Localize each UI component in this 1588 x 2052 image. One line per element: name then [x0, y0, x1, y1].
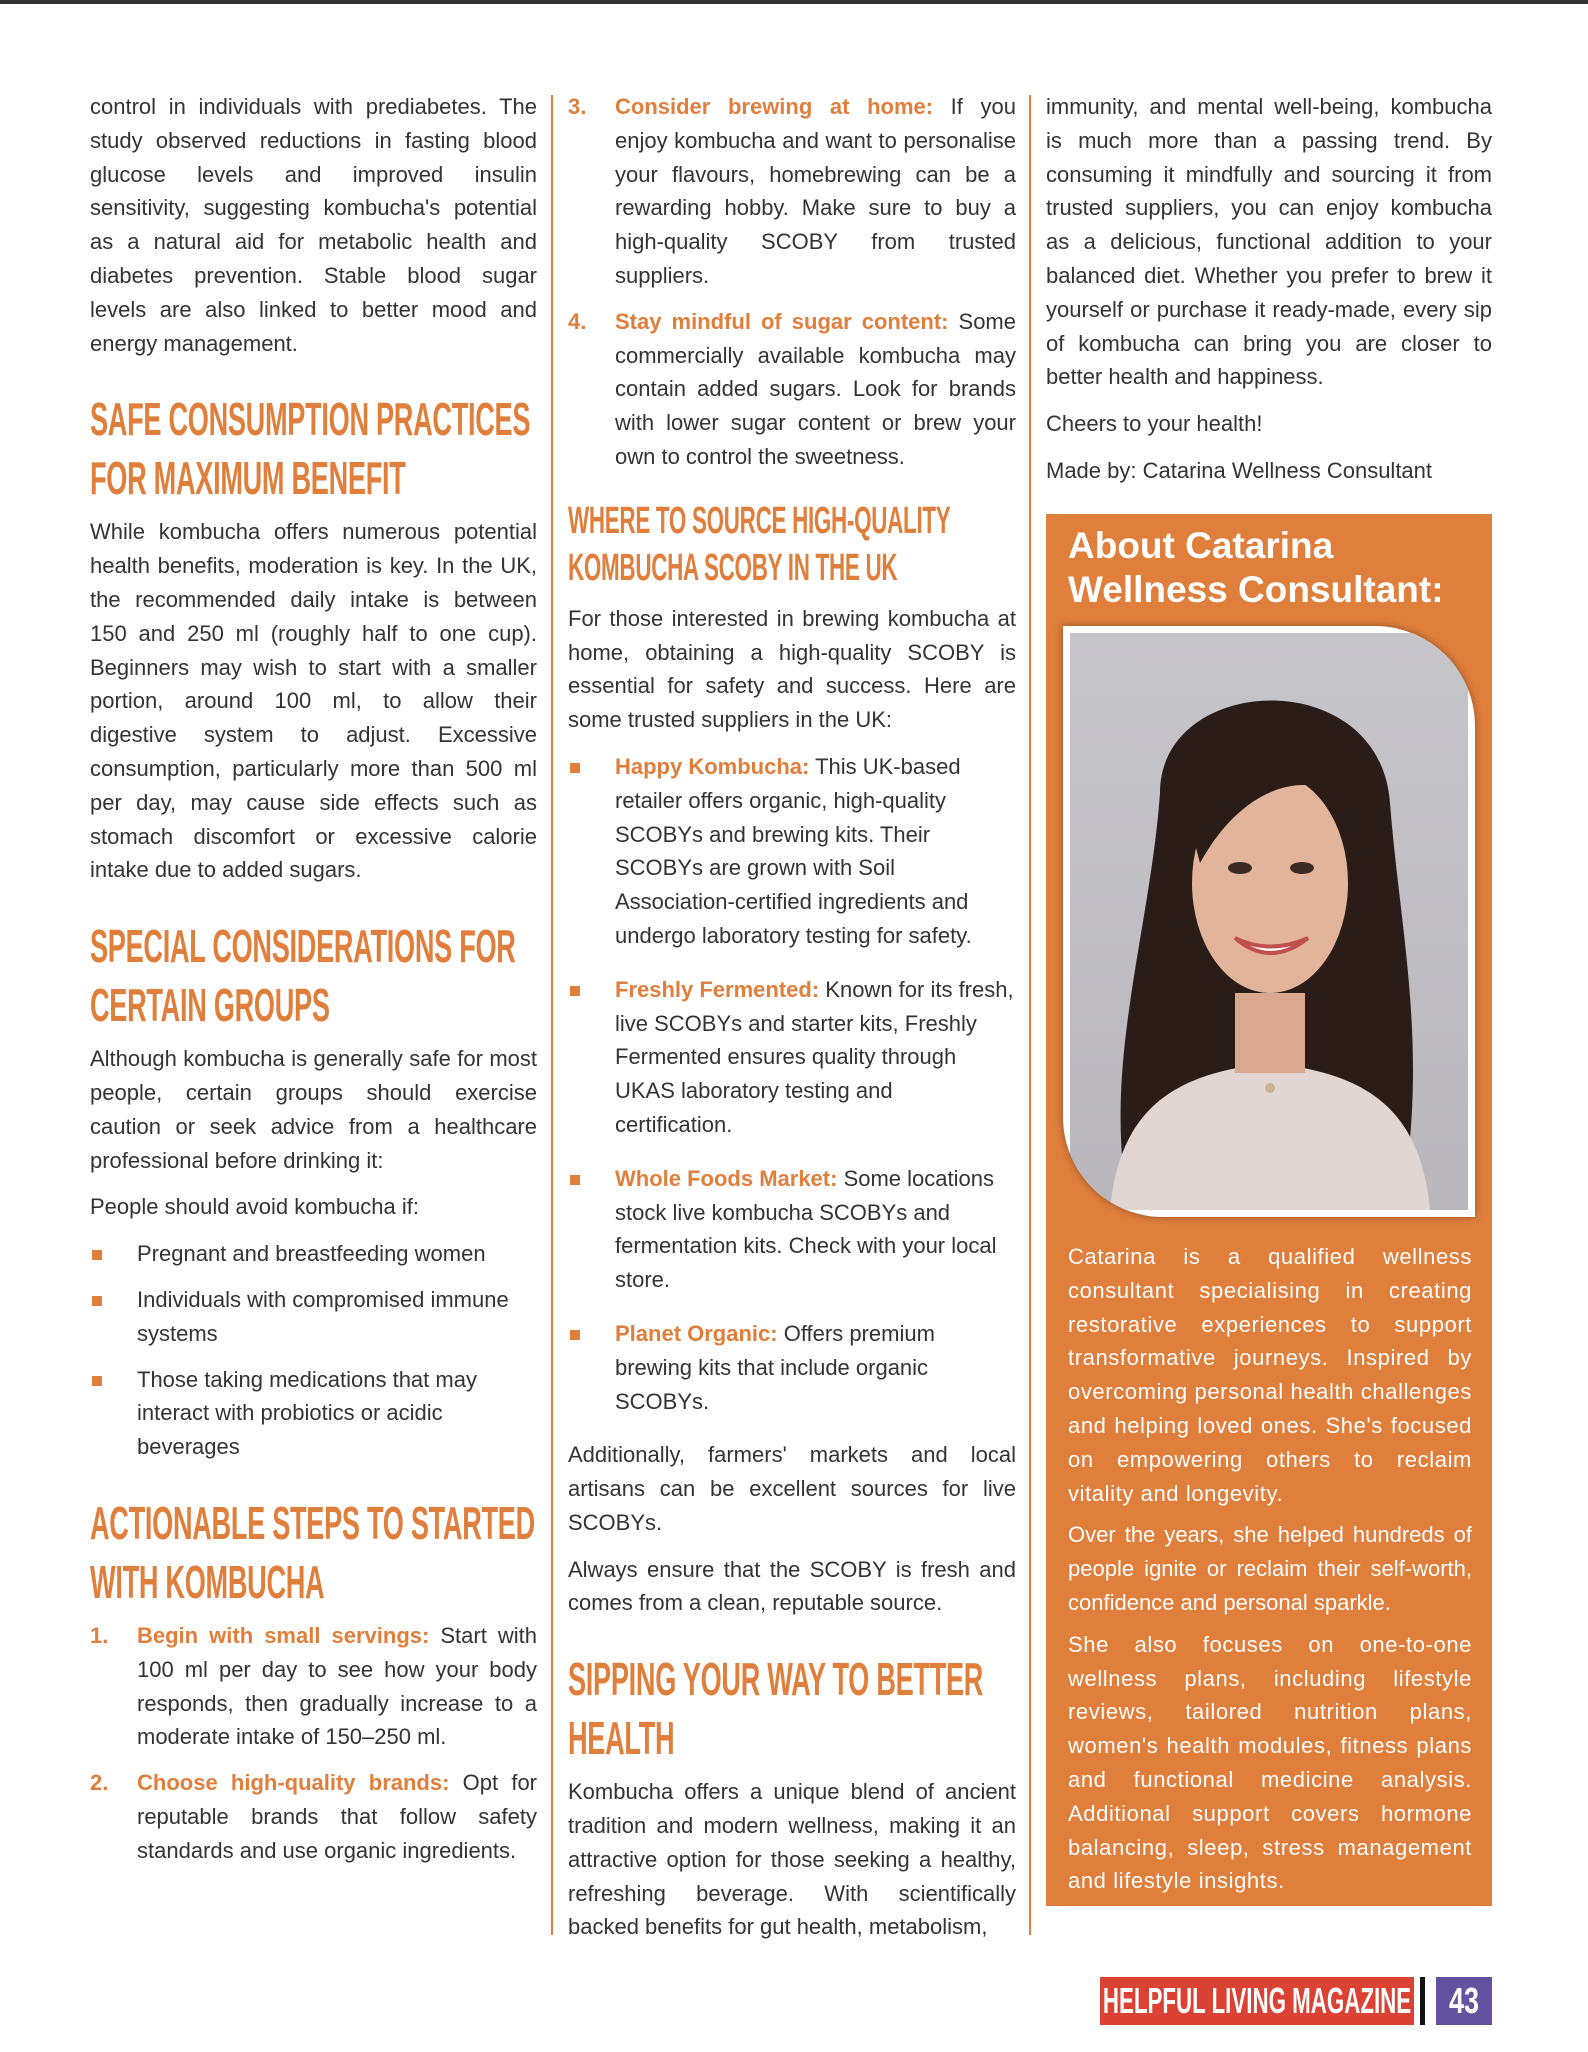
- list-item: Whole Foods Market: Some locations stock live kombucha SCOBYs and fermentation kits. Check with your local store.: [568, 1162, 1016, 1297]
- bullet-square-icon: [570, 986, 580, 996]
- magazine-name-badge: HELPFUL LIVING MAGAZINE: [1100, 1977, 1414, 2025]
- list-item: 3. Consider brewing at home: If you enjoy kombucha and want to personalise your flavours, homebrewing can be a rewarding hobby. Make sure to buy a high-quality SCOBY from trusted suppliers.: [568, 94, 1016, 288]
- section-heading: ACTIONABLE STEPS TO STARTED WITH KOMBUCHA: [90, 1496, 535, 1608]
- steps-list: [568, 90, 1016, 474]
- list-item: Planet Organic: Offers premium brewing kits that include organic SCOBYs.: [568, 1317, 1016, 1418]
- avoid-list: [90, 1237, 537, 1464]
- list-item: 1. Begin with small servings: Start with 100 ml per day to see how your body responds, then gradually increase to a moderate intake of 150–250 ml.: [90, 1622, 538, 1750]
- section-heading: SIPPING YOUR WAY TO BETTER HEALTH: [568, 1653, 984, 1765]
- column-2: [568, 90, 1016, 1957]
- about-paragraph: Over the years, she helped hundreds of people ignite or reclaim their self-worth, confidence and personal sparkle.: [1068, 1522, 1472, 1615]
- page-number-badge: 43: [1436, 1977, 1492, 2025]
- bullet-square-icon: [92, 1250, 102, 1260]
- portrait-image: [1070, 633, 1468, 1210]
- list-item: Individuals with compromised immune systems: [90, 1283, 537, 1351]
- paragraph: Additionally, farmers' markets and local artisans can be excellent sources for live SCOBYs.: [568, 1442, 1016, 1535]
- bullet-square-icon: [92, 1296, 102, 1306]
- bullet-square-icon: [570, 1330, 580, 1340]
- steps-list: [90, 1619, 537, 1868]
- paragraph: While kombucha offers numerous potential health benefits, moderation is key. In the UK, the recommended daily intake is between 150 and 250 ml (roughly half to one cup). Beginners may wish to start with a smaller portion, around 100 ml, to allow their digestive system to adjust. Excessive consumption, particularly more than 500 ml per day, may cause side effects such as stomach discomfort or excessive calorie intake due to added sugars.: [90, 519, 537, 883]
- paragraph: Although kombucha is generally safe for most people, certain groups should exercise caution or seek advice from a healthcare professional before drinking it:: [90, 1046, 537, 1173]
- bullet-square-icon: [570, 1175, 580, 1185]
- about-title: About Catarina Wellness Consultant:: [1068, 525, 1444, 610]
- paragraph: For those interested in brewing kombucha at home, obtaining a high-quality SCOBY is essential for safety and success. Here are some trusted suppliers in the UK:: [568, 605, 1016, 733]
- column-divider: [1029, 95, 1031, 1935]
- suppliers-list: [568, 750, 1016, 1418]
- section-heading: SPECIAL CONSIDERATIONS FOR CERTAIN GROUPS: [90, 920, 516, 1032]
- footer-separator: [1420, 1977, 1425, 2025]
- paragraph: Kombucha offers a unique blend of ancient tradition and modern wellness, making it an attractive option for those seeking a healthy, refreshing beverage. With scientifically backed benefits for gut health, metabolism,: [568, 1779, 1016, 1940]
- column-divider: [551, 95, 553, 1935]
- list-item: Pregnant and breastfeeding women: [90, 1237, 537, 1271]
- paragraph: People should avoid kombucha if:: [90, 1194, 419, 1220]
- section-heading: SAFE CONSUMPTION PRACTICES FOR MAXIMUM BENEFIT: [90, 393, 531, 505]
- bullet-square-icon: [92, 1376, 102, 1386]
- list-item: Happy Kombucha: This UK-based retailer offers organic, high-quality SCOBYs and brewing kits. Their SCOBYs are grown with Soil Association-certified ingredients and undergo laboratory testing for safety.: [568, 750, 1016, 953]
- author-photo: [1063, 626, 1475, 1217]
- column-1: [90, 90, 537, 1880]
- bullet-square-icon: [570, 763, 580, 773]
- about-paragraph: She also focuses on one-to-one wellness plans, including lifestyle reviews, tailored nutrition plans, women's health modules, fitness plans and functional medicine analysis. Additional support covers hormone balancing, sleep, stress management and lifestyle insights.: [1068, 1631, 1472, 1894]
- paragraph: control in individuals with prediabetes. The study observed reductions in fasting blood glucose levels and improved insulin sensitivity, suggesting kombucha's potential as a natural aid for metabolic health and diabetes prevention. Stable blood sugar levels are also linked to better mood and energy management.: [90, 94, 537, 356]
- sign-off: Cheers to your health!: [1046, 411, 1263, 437]
- paragraph: immunity, and mental well-being, kombucha is much more than a passing trend. By consuming it mindfully and sourcing it from trusted suppliers, you can enjoy kombucha as a delicious, functional addition to your balanced diet. Whether you prefer to brew it yourself or purchase it ready-made, every sip of kombucha can bring you are closer to better health and happiness.: [1046, 94, 1492, 390]
- section-heading: WHERE TO SOURCE HIGH-QUALITY KOMBUCHA SCOBY IN THE UK: [568, 499, 951, 589]
- author-credit: Made by: Catarina Wellness Consultant: [1046, 457, 1433, 483]
- about-text: [1068, 1240, 1472, 1906]
- about-paragraph: Catarina is a qualified wellness consultant specialising in creating restorative experiences to support transformative journeys. Inspired by overcoming personal health challenges and helping loved ones. She's focused on empowering others to reclaim vitality and longevity.: [1068, 1244, 1472, 1506]
- list-item: Freshly Fermented: Known for its fresh, live SCOBYs and starter kits, Freshly Fermented ensures quality through UKAS laboratory testing and certification.: [568, 973, 1016, 1142]
- paragraph: Always ensure that the SCOBY is fresh and comes from a clean, reputable source.: [568, 1556, 1016, 1616]
- top-edge-bar: [0, 0, 1588, 4]
- list-item: 4. Stay mindful of sugar content: Some commercially available kombucha may contain added sugars. Look for brands with lower sugar content or brew your own to control the sweetness.: [568, 308, 1016, 469]
- list-item: 2. Choose high-quality brands: Opt for reputable brands that follow safety standards and use organic ingredients.: [90, 1770, 537, 1863]
- list-item: Those taking medications that may interact with probiotics or acidic beverages: [90, 1363, 537, 1464]
- about-author-box: [1046, 514, 1492, 1906]
- column-3: [1046, 90, 1492, 501]
